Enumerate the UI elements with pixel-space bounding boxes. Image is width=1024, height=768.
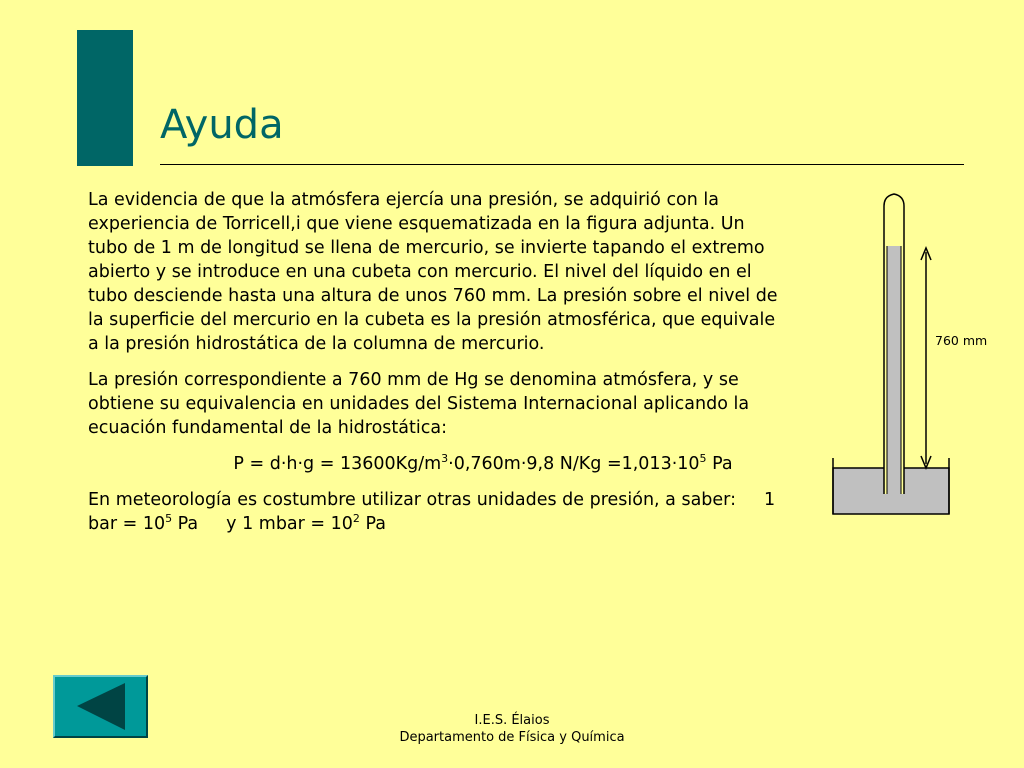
formula-exponent2: 5 [699,452,707,466]
paragraph-atmosphere: La presión correspondiente a 760 mm de Hg se denomina atmósfera, y se obtiene su equivalencia en unidades del Sistema Internacional aplicando la ecuación fundamental de la hidrostática: [88,370,750,438]
formula-part1: P = d·h·g = 13600Kg/m [233,454,442,474]
paragraph-torricelli: La evidencia de que la atmósfera ejercía una presión, se adquirió con la experiencia de Torricell,i que viene esquematizada en la figura adjunta. Un tubo de 1 m de longitud se llena de mercurio, se invierte tapando el extremo abierto y se introduce en una cubeta con mercurio. El nivel del líquido en el tubo desciende hasta una altura de unos 760 mm. La presión sobre el nivel de la superficie del mercurio en la cubeta es la presión atmosférica, que equivale a la presión hidrostática de la columna de mercurio. [88,190,778,354]
triangle-left-icon [55,677,146,736]
bar-base: 1 bar = 10 [88,490,776,534]
mercury-column [887,246,901,494]
mbar-exponent: 2 [352,512,360,526]
slide-body [88,188,788,548]
mbar-base: y 1 mbar = 10 [226,514,353,534]
bar-unit: Pa [172,514,199,534]
mbar-unit: Pa [359,514,386,534]
back-button[interactable] [53,675,148,738]
formula-part3: Pa [706,454,733,474]
bar-exponent: 5 [165,512,173,526]
title-accent-bar [77,30,133,166]
pressure-formula [88,452,788,476]
paragraph-units [88,488,788,536]
torricelli-diagram [825,188,1015,523]
units-intro: En meteorología es costumbre utilizar otras unidades de presión, a saber: [88,490,736,510]
footer-school: I.E.S. Élaios [474,713,550,728]
footer [362,712,662,746]
slide-title: Ayuda [160,102,284,148]
formula-part2: ·0,760m·9,8 N/Kg =1,013·10 [448,454,700,474]
footer-department: Departamento de Física y Química [399,730,625,745]
title-divider [160,164,964,165]
formula-exponent1: 3 [441,452,449,466]
height-label: 760 mm [935,333,988,348]
